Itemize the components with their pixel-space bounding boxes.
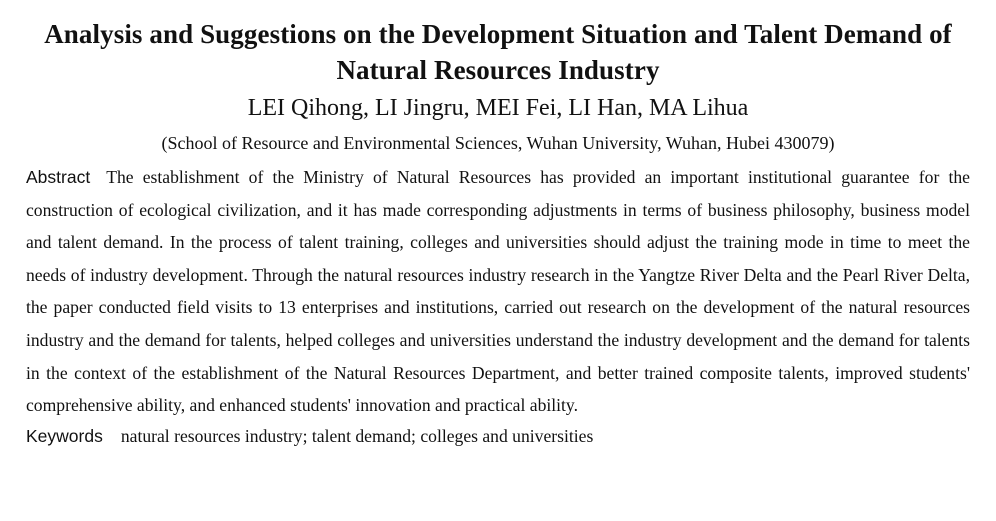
abstract-paragraph	[26, 161, 970, 422]
paper-title: Analysis and Suggestions on the Development Situation and Talent Demand of Natural Resources Industry	[44, 19, 952, 85]
author-list: LEI Qihong, LI Jingru, MEI Fei, LI Han, MA Lihua	[247, 95, 749, 121]
abstract-label: Abstract	[26, 167, 91, 187]
abstract-text: The establishment of the Ministry of Natural Resources has provided an important institutional guarantee for the construction of ecological civilization, and it has made corresponding adjustments in terms of business philosophy, business model and talent demand. In the process of talent training, colleges and universities should adjust the training mode in time to meet the needs of industry development. Through the natural resources industry research in the Yangtze River Delta and the Pearl River Delta, the paper conducted field visits to 13 enterprises and institutions, carried out research on the development of the natural resources industry and the demand for talents, helped colleges and universities understand the industry development and the demand for talents in the context of the establishment of the Natural Resources Department, and better trained composite talents, improved students' comprehensive ability, and enhanced students' innovation and practical ability.	[26, 167, 970, 416]
keywords-label: Keywords	[26, 425, 103, 446]
keywords-line	[26, 422, 970, 450]
affiliation: (School of Resource and Environmental Sciences, Wuhan University, Wuhan, Hubei 430079)	[161, 133, 835, 153]
keywords-text: natural resources industry; talent demand; colleges and universities	[120, 425, 594, 446]
